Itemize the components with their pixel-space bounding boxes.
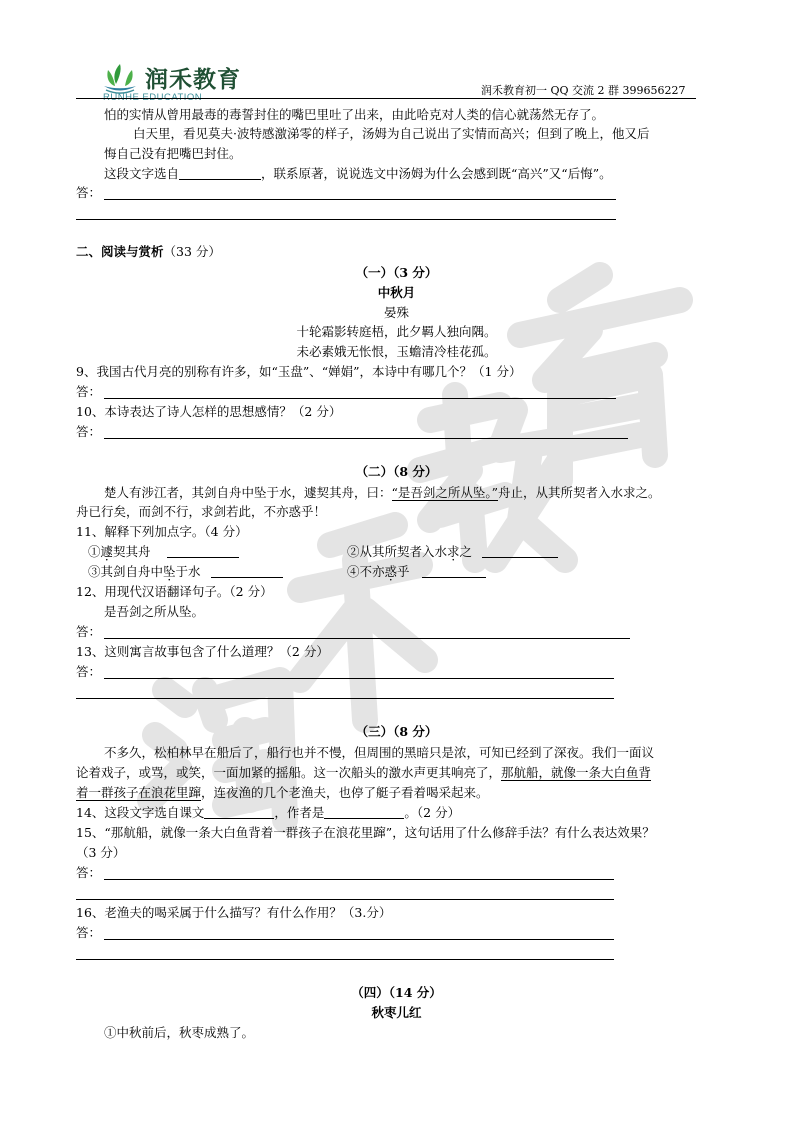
source-blank[interactable] [179,166,261,180]
q10-answer-line[interactable] [104,438,628,439]
part-4-title: 秋枣儿红 [371,1005,422,1020]
section-2-heading: 二、阅读与赏析 [76,244,164,259]
q11-item-1 [88,544,239,560]
q11-item-1-num: ① [88,544,101,559]
top-answer-line-1[interactable] [104,199,616,200]
q11-item-2 [347,544,558,560]
top-paragraph-2b: 悔自己没有把嘴巴封住。 [104,146,242,161]
logo-cn: 润禾教育 [145,67,241,93]
part-3-paragraph-3 [76,785,489,801]
top-question-pre: 这段文字选自 [104,166,180,181]
q15-answer-line-1[interactable] [104,879,614,880]
question-11: 11、解释下列加点字。（4 分） [76,524,248,539]
part-2-paragraph-1 [104,485,661,501]
q15-answer-label: 答： [76,865,102,880]
top-question-post: ，联系原著，说说选文中汤姆为什么会感到既“高兴”又“后悔”。 [261,166,612,181]
q11-item-2-rest: 之 [459,544,473,559]
q16-answer-line-1[interactable] [104,939,614,940]
part-4-paragraph-1: ①中秋前后，秋枣成熟了。 [104,1025,255,1040]
q11-item-1-dotted-char: 遽 [100,544,114,559]
part-2-header: （二）（8 分） [355,464,438,479]
part-2-paragraph-2: 舟已行矣，而剑不行，求剑若此，不亦惑乎！ [76,504,327,519]
header-right-text: 润禾教育初一 QQ 交流 2 群 399656227 [481,84,686,97]
p3-underlined-b: 着一群孩子在浪花里蹿 [76,785,202,800]
q11-item-3-rest: 于水 [175,564,201,579]
part-3-paragraph-2 [76,765,651,781]
top-answer-label: 答： [76,185,102,200]
p2-text-b: 舟止，从其所契者入水求之。 [498,485,661,500]
question-14 [76,805,460,821]
part-3-paragraph-1: 不多久，松柏林早在船后了，船行也并不慢，但周围的黑暗只是浓，可知已经到了深夜。我们一面议 [104,745,655,760]
p3-text-a: 论着戏子，或骂，或笑，一面加紧的摇船。这一次船头的激水声更其响亮了， [76,765,502,780]
q11-item-4-rest: 乎 [397,564,410,579]
q11-item-1-blank[interactable] [167,544,239,558]
q9-answer-label: 答： [76,384,102,399]
poem-line-2: 未必素娥无怅恨，玉蟾清冷桂花孤。 [296,344,497,359]
q11-item-1-rest: 契其舟 [113,544,151,559]
q11-item-2-blank[interactable] [482,544,558,558]
part-3-header: （三）（8 分） [355,724,438,739]
q14-text-c: 。（2 分） [404,805,461,820]
q16-answer-label: 答： [76,925,102,940]
poem-line-1: 十轮霜影转庭梧，此夕羁人独向隅。 [296,324,497,339]
q11-item-4-dotted-char: 惑 [384,564,398,579]
q16-answer-line-2[interactable] [76,959,614,960]
q11-item-4 [347,564,486,580]
q14-blank-lesson[interactable] [204,805,274,819]
poem-title: 中秋月 [377,285,416,300]
p2-text-a: 楚人有涉江者，其剑自舟中坠于水，遽契其舟，曰： [104,485,392,500]
p2-underlined-quote: “是吾剑之所从坠。” [391,485,499,500]
question-13: 13、这则寓言故事包含了什么道理？（2 分） [76,644,329,659]
part-4-header: （四）（14 分） [351,985,442,1000]
q10-answer-label: 答： [76,424,102,439]
q15-answer-line-2[interactable] [76,899,614,900]
q12-sentence: 是吾剑之所从坠。 [104,604,205,619]
section-2-score: （33 分） [163,244,221,259]
q14-text-b: ，作者是 [274,805,325,820]
poem-author: 晏殊 [383,305,409,320]
q12-answer-line[interactable] [104,638,630,639]
question-9: 9、我国古代月亮的别称有许多，如“玉盘”、“婵娟”，本诗中有哪几个？（1 分） [76,364,522,379]
question-16: 16、老渔夫的喝采属于什么描写？有什么作用？（3.分） [76,905,392,920]
p3-underlined-a: 那航船，就像一条大白鱼背 [501,765,652,780]
q9-answer-line[interactable] [104,398,616,399]
q13-answer-line-2[interactable] [76,698,614,699]
q14-text-a: 14、这段文字选自课文 [76,805,205,820]
q14-blank-author[interactable] [324,805,404,819]
q12-answer-label: 答： [76,624,102,639]
q11-item-2-pre: ②从其所契者入水 [347,544,448,559]
top-paragraph-2: 白天里，看见莫夫·波特感激涕零的样子，汤姆为自己说出了实情而高兴；但到了晚上，他又后 [133,126,650,141]
p3-text-b: ，连夜渔的几个老渔夫，也停了艇子看着喝采起来。 [201,785,489,800]
q11-item-3 [88,564,283,580]
question-15: 15、“那航船，就像一条大白鱼背着一群孩子在浪花里蹿”，这句话用了什么修辞手法？有什么表达效果？ [76,825,655,840]
q13-answer-line-1[interactable] [104,678,614,679]
q15-score: （3 分） [76,845,126,860]
q11-item-2-dotted-char: 求 [447,544,460,559]
top-paragraph-1: 怕的实情从曾用最毒的毒誓封住的嘴巴里吐了出来，由此哈克对人类的信心就荡然无存了。 [104,107,605,122]
section-2-title [76,244,221,260]
q11-item-4-pre: ④不亦 [347,564,385,579]
part-1-header: （一）（3 分） [355,265,438,280]
q11-item-3-blank[interactable] [211,564,283,578]
q11-item-3-dotted-char: 坠 [163,564,176,579]
q11-item-3-pre: ③其剑自舟中 [88,564,164,579]
header-divider [76,98,696,99]
question-12: 12、用现代汉语翻译句子。（2 分） [76,584,273,599]
logo-en: RUNHE EDUCATION [103,92,203,103]
q11-item-4-blank[interactable] [422,564,486,578]
q13-answer-label: 答： [76,664,102,679]
runhe-logo-icon [100,58,140,94]
question-10: 10、本诗表达了诗人怎样的思想感情？（2 分） [76,404,342,419]
top-answer-line-2[interactable] [76,219,616,220]
top-question [104,166,612,182]
